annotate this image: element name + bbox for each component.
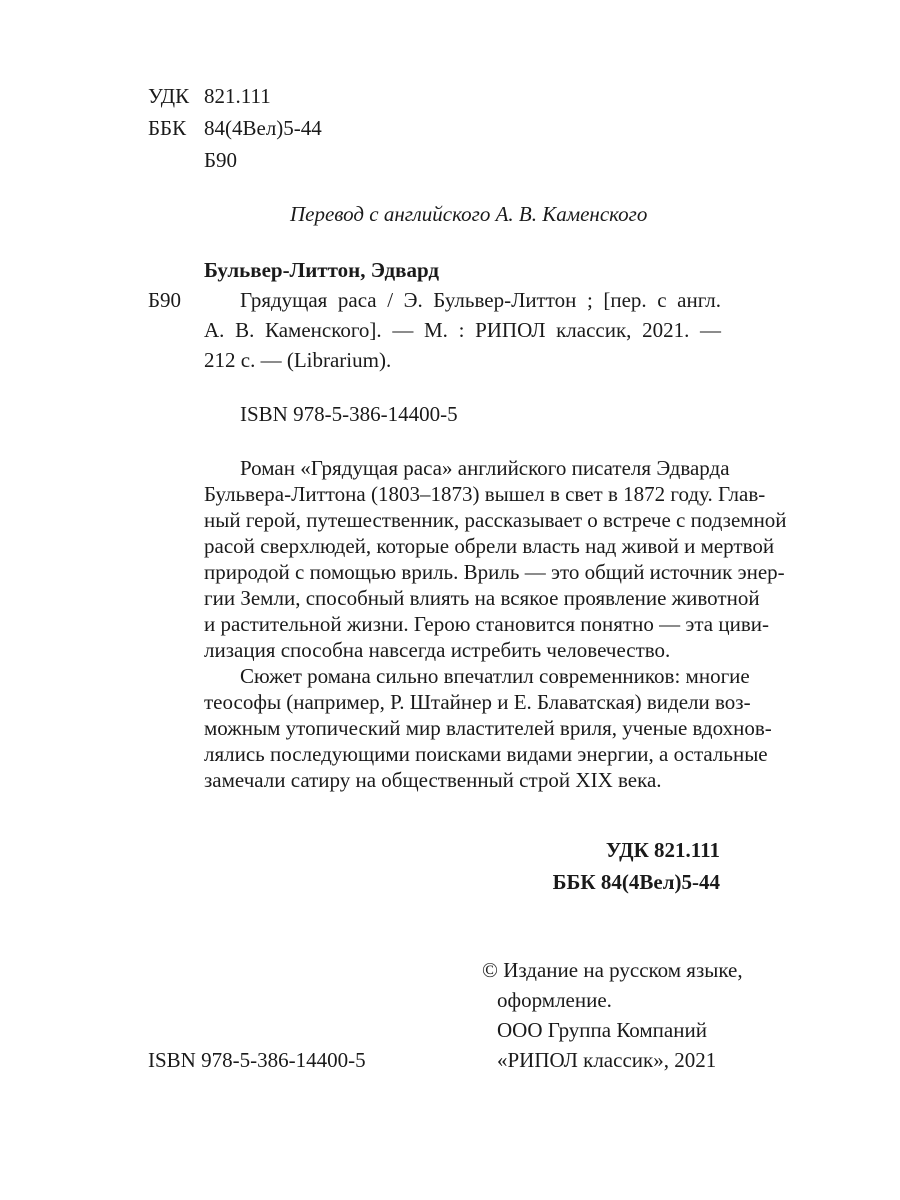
- annotation-p2-line-2: теософы (например, Р. Штайнер и Е. Блаватская) видели воз-: [204, 690, 751, 714]
- annotation-p2-line-1: Сюжет романа сильно впечатлил современников: многие: [240, 664, 750, 688]
- annotation-p1-line-8: лизация способна навсегда истребить человечество.: [204, 638, 671, 662]
- annotation-p1-line-7: и растительной жизни. Герою становится понятно — эта циви-: [204, 612, 769, 636]
- copyright-line-3: ООО Группа Компаний: [497, 1018, 707, 1042]
- annotation-p1-line-6: гии Земли, способный влиять на всякое проявление животной: [204, 586, 760, 610]
- annotation-p2-line-4: лялись последующими поисками видами энергии, а остальные: [204, 742, 768, 766]
- annotation-p1-line-2: Бульвера-Литтона (1803–1873) вышел в свет в 1872 году. Глав-: [204, 482, 766, 506]
- catalog-isbn: ISBN 978-5-386-14400-5: [240, 402, 458, 426]
- annotation-p1-line-5: природой с помощью вриль. Вриль — это общий источник энер-: [204, 560, 785, 584]
- annotation-p1-line-1: Роман «Грядущая раса» английского писателя Эдварда: [240, 456, 730, 480]
- catalog-entry-line-1: Грядущая раса / Э. Бульвер-Литтон ; [пер. с англ.: [240, 288, 721, 312]
- annotation-p1-line-3: ный герой, путешественник, рассказывает о встрече с подземной: [204, 508, 787, 532]
- bbk-value: 84(4Вел)5-44: [204, 116, 322, 140]
- annotation-p2-line-5: замечали сатиру на общественный строй XIX века.: [204, 768, 662, 792]
- catalog-cutter: Б90: [148, 288, 182, 312]
- bbk-label: ББК: [148, 116, 187, 140]
- annotation-p1-line-4: расой сверхлюдей, которые обрели власть над живой и мертвой: [204, 534, 775, 558]
- header-cutter: Б90: [204, 148, 238, 172]
- copyright-line-4: «РИПОЛ классик», 2021: [497, 1048, 717, 1072]
- udk-bold: УДК 821.111: [605, 838, 720, 862]
- copyright-line-2: оформление.: [497, 988, 612, 1012]
- udk-label: УДК: [148, 84, 190, 108]
- annotation-p2-line-3: можным утопический мир властителей вриля, ученые вдохнов-: [204, 716, 772, 740]
- catalog-entry-line-2: А. В. Каменского]. — М. : РИПОЛ классик, 2021. —: [204, 318, 721, 342]
- translation-note: Перевод с английского А. В. Каменского: [290, 202, 648, 226]
- udk-value: 821.111: [204, 84, 271, 108]
- copyright-line-1: © Издание на русском языке,: [482, 958, 743, 982]
- bottom-isbn: ISBN 978-5-386-14400-5: [148, 1048, 366, 1072]
- bbk-bold: ББК 84(4Вел)5-44: [552, 870, 720, 894]
- catalog-entry-line-3: 212 с. — (Librarium).: [204, 348, 392, 372]
- catalog-author: Бульвер-Литтон, Эдвард: [204, 258, 439, 282]
